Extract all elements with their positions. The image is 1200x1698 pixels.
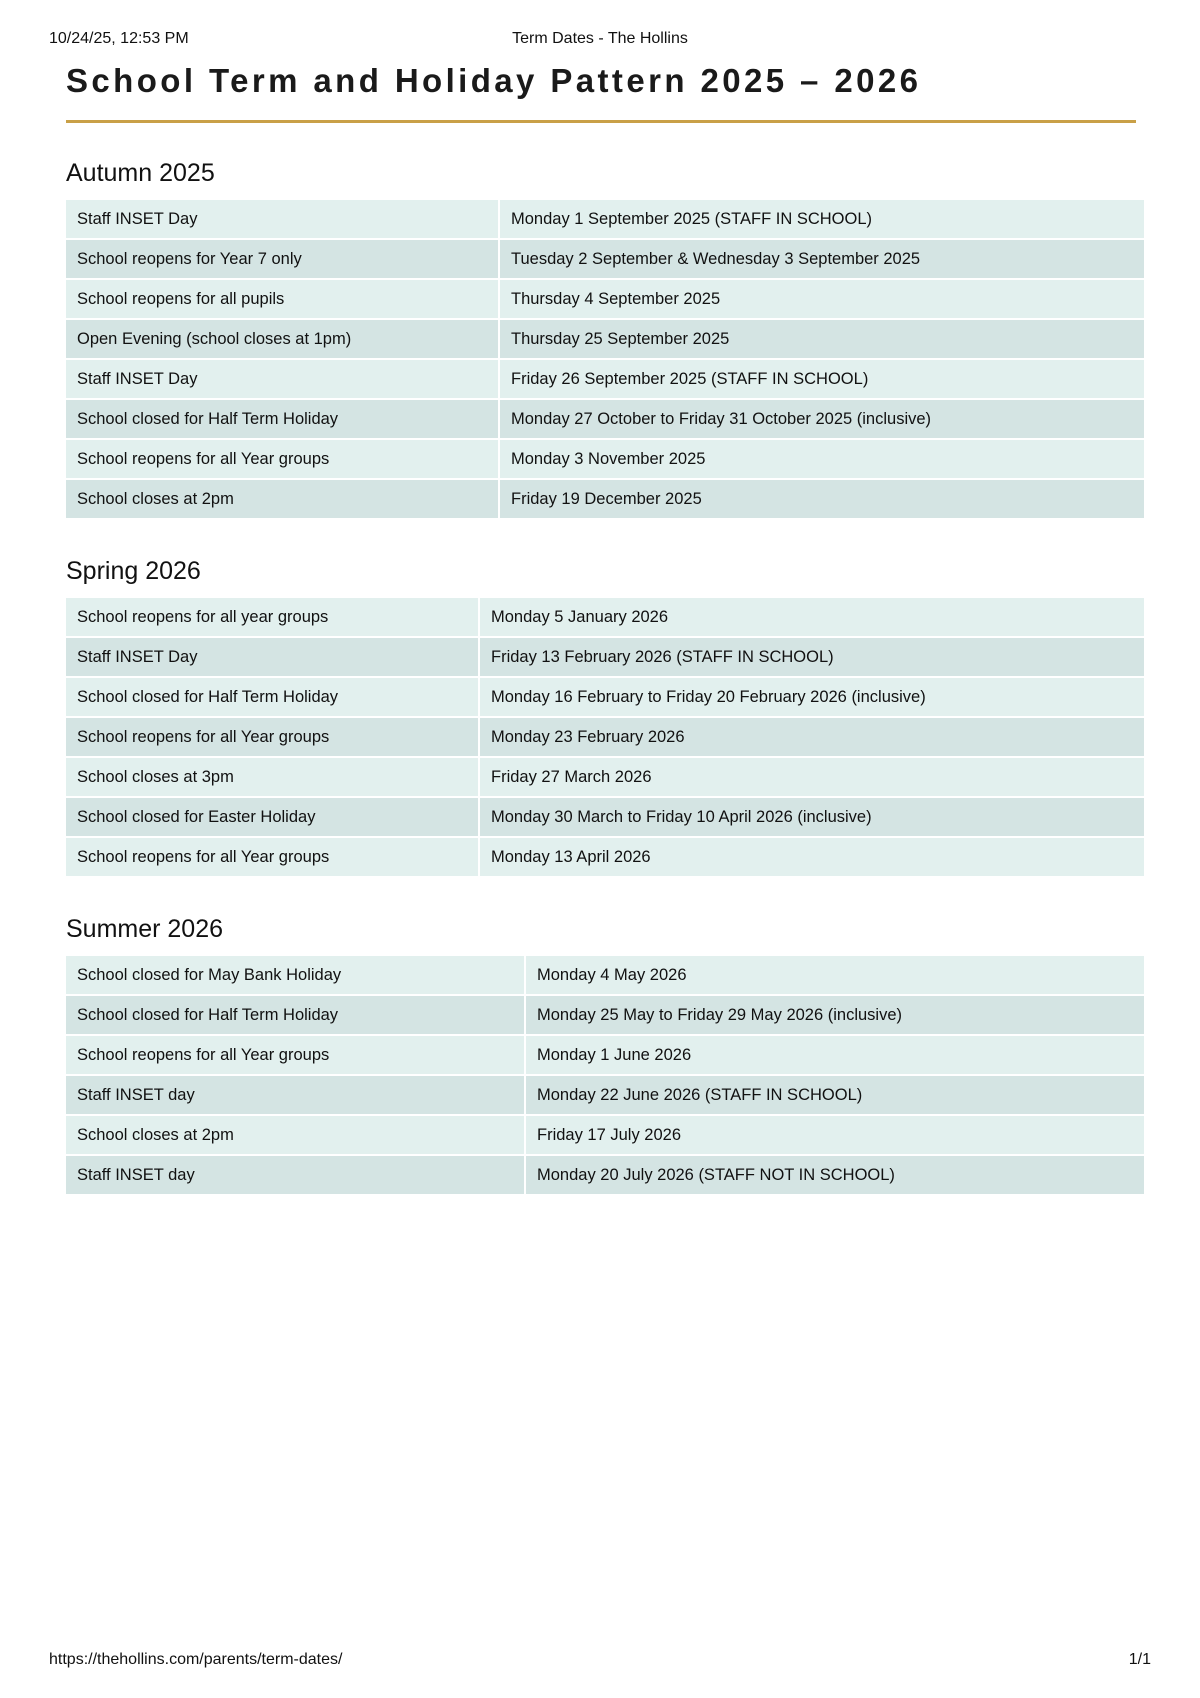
table-row: [66, 797, 1144, 837]
event-cell: Staff INSET day: [66, 1075, 525, 1115]
date-cell: Friday 27 March 2026: [479, 757, 1144, 797]
page-number: 1/1: [1128, 1651, 1151, 1668]
title-divider: [66, 120, 1136, 123]
event-cell: Open Evening (school closes at 1pm): [66, 319, 499, 359]
table-row: [66, 1115, 1144, 1155]
date-cell: Monday 23 February 2026: [479, 717, 1144, 757]
table-row: [66, 956, 1144, 995]
table-row: [66, 757, 1144, 797]
event-cell: Staff INSET day: [66, 1155, 525, 1195]
date-cell: Monday 20 July 2026 (STAFF NOT IN SCHOOL): [525, 1155, 1144, 1195]
date-cell: Friday 19 December 2025: [499, 479, 1144, 519]
date-cell: Friday 17 July 2026: [525, 1115, 1144, 1155]
term-heading: Autumn 2025: [66, 159, 215, 187]
print-footer: [49, 1651, 1151, 1673]
date-cell: Thursday 4 September 2025: [499, 279, 1144, 319]
table-row: [66, 279, 1144, 319]
date-cell: Monday 4 May 2026: [525, 956, 1144, 995]
table-row: [66, 637, 1144, 677]
event-cell: School reopens for all Year groups: [66, 837, 479, 877]
table-row: [66, 439, 1144, 479]
event-cell: School closed for Easter Holiday: [66, 797, 479, 837]
date-cell: Monday 3 November 2025: [499, 439, 1144, 479]
table-row: [66, 1155, 1144, 1195]
print-datetime: 10/24/25, 12:53 PM: [49, 30, 189, 47]
event-cell: School reopens for all Year groups: [66, 439, 499, 479]
event-cell: School closes at 2pm: [66, 1115, 525, 1155]
date-cell: Friday 13 February 2026 (STAFF IN SCHOOL): [479, 637, 1144, 677]
table-row: [66, 479, 1144, 519]
date-cell: Monday 1 September 2025 (STAFF IN SCHOOL): [499, 200, 1144, 239]
term-section-autumn: [66, 158, 1144, 520]
term-section-summer: [66, 914, 1144, 1196]
table-row: [66, 837, 1144, 877]
event-cell: School reopens for all year groups: [66, 598, 479, 637]
event-cell: School closed for May Bank Holiday: [66, 956, 525, 995]
term-heading: Spring 2026: [66, 557, 201, 585]
table-row: [66, 399, 1144, 439]
event-cell: School reopens for all pupils: [66, 279, 499, 319]
table-row: [66, 995, 1144, 1035]
event-cell: School closed for Half Term Holiday: [66, 677, 479, 717]
table-row: [66, 319, 1144, 359]
event-cell: School closes at 2pm: [66, 479, 499, 519]
term-dates-table: [66, 598, 1144, 878]
date-cell: Monday 1 June 2026: [525, 1035, 1144, 1075]
page-url[interactable]: https://thehollins.com/parents/term-dates/: [49, 1651, 343, 1668]
event-cell: Staff INSET Day: [66, 359, 499, 399]
event-cell: School reopens for Year 7 only: [66, 239, 499, 279]
date-cell: Monday 22 June 2026 (STAFF IN SCHOOL): [525, 1075, 1144, 1115]
date-cell: Friday 26 September 2025 (STAFF IN SCHOOL): [499, 359, 1144, 399]
term-dates-table: [66, 956, 1144, 1196]
date-cell: Monday 27 October to Friday 31 October 2025 (inclusive): [499, 399, 1144, 439]
table-row: [66, 1035, 1144, 1075]
date-cell: Monday 16 February to Friday 20 February 2026 (inclusive): [479, 677, 1144, 717]
table-row: [66, 598, 1144, 637]
event-cell: School reopens for all Year groups: [66, 1035, 525, 1075]
date-cell: Monday 5 January 2026: [479, 598, 1144, 637]
term-dates-table: [66, 200, 1144, 520]
term-section-spring: [66, 556, 1144, 878]
date-cell: Thursday 25 September 2025: [499, 319, 1144, 359]
event-cell: School reopens for all Year groups: [66, 717, 479, 757]
page-title: School Term and Holiday Pattern 2025 – 2026: [66, 62, 922, 99]
event-cell: Staff INSET Day: [66, 200, 499, 239]
table-row: [66, 200, 1144, 239]
print-header: [49, 30, 1151, 52]
date-cell: Tuesday 2 September & Wednesday 3 September 2025: [499, 239, 1144, 279]
date-cell: Monday 25 May to Friday 29 May 2026 (inclusive): [525, 995, 1144, 1035]
table-row: [66, 717, 1144, 757]
print-page-title: Term Dates - The Hollins: [512, 30, 688, 47]
table-row: [66, 239, 1144, 279]
table-row: [66, 677, 1144, 717]
date-cell: Monday 13 April 2026: [479, 837, 1144, 877]
table-row: [66, 359, 1144, 399]
event-cell: Staff INSET Day: [66, 637, 479, 677]
event-cell: School closed for Half Term Holiday: [66, 995, 525, 1035]
date-cell: Monday 30 March to Friday 10 April 2026 (inclusive): [479, 797, 1144, 837]
event-cell: School closes at 3pm: [66, 757, 479, 797]
event-cell: School closed for Half Term Holiday: [66, 399, 499, 439]
term-heading: Summer 2026: [66, 915, 224, 943]
table-row: [66, 1075, 1144, 1115]
